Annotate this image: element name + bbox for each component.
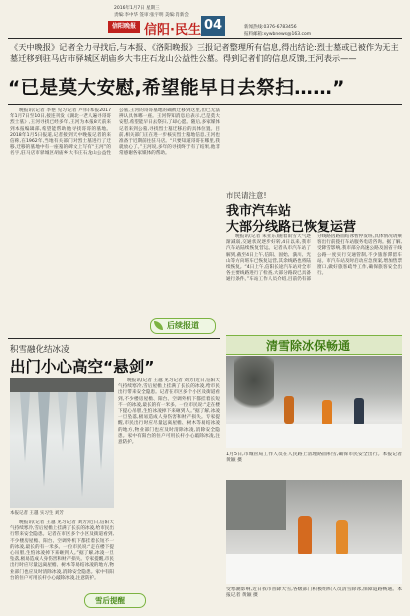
worker-figure	[336, 520, 348, 556]
eave-shape	[10, 378, 114, 392]
icicle-3	[58, 392, 68, 452]
icicle-4	[76, 392, 88, 497]
followup-tag-label: 后续报道	[167, 321, 199, 330]
snow-photo-caption: 1月5日,市城管局工作人员在人民路上清理路面积雪,确保市民安全出行。本报记者 黄颖 摄	[226, 452, 402, 464]
bus-body-text: 晚报讯(记者 朱亚东)随着雨雪天气逐渐减弱,交通状况逐步好转,4日以来,我市汽车站陆续恢复营运。记者从市汽车站了解到,截至4日上午,信阳、固始、潢川、光山等方向班车已恢复运营,其余线路也将陆续恢复。“4日上午,信阳长途汽车站对全市各主要线路进行了检查,大部分路段已具备通行条件。”车站工作人员介绍,目前仍有部分线路因路面结冰暂停发班,具体情况请乘客出行前拨打车站服务电话咨询。据了解,受降雪影响,我市部分高速公路及国省干线公路一度实行交通管制,不少旅客滞留车站。市汽车站及时启动应急预案,增加售票窗口,做好旅客疏导工作,确保旅客安全出行。	[226, 234, 402, 283]
tree-shape	[234, 356, 274, 416]
snow-ground	[226, 554, 402, 584]
page-name: 信阳·民生	[144, 23, 201, 38]
bus-title-line1: 我市汽车站	[226, 204, 292, 219]
icicle-photo	[10, 378, 114, 508]
icicle-1	[20, 392, 30, 462]
lead-intro: 《天中晚报》记者全力寻找后,与本报、《洛阳晚报》三报记者整理所有信息,得出结论:烈士墓或已被作为无主墓迁移到驻马店市驿城区胡庙乡大韦庄石龙山公益性公墓。得到记者们的信息反馈,王河表示——	[10, 42, 399, 63]
ice-rule	[8, 338, 220, 339]
worker-figure	[354, 398, 364, 426]
page-number: 04	[201, 16, 225, 36]
worker-figure	[298, 516, 312, 556]
lead-body	[10, 108, 220, 330]
edition-line: 责编:李中华 签审:张宇明 美编:肖新会	[114, 13, 189, 18]
hotline-phone: 新闻热线:0376-6783456	[244, 25, 297, 30]
snow-photo-main	[226, 356, 402, 448]
snow-tip-tag	[84, 593, 146, 608]
ice-body-text: 晚报讯(记者 王越 见习记者 刘芳)近日,信阳天气持续寒冷,雪后屋檐上挂满了长长的冰凌,给市民出行带来安全隐患。记者在市区多个小区及街道看到,不少楼房屋檐、阳台、空调外机下都挂着长短不一的冰凌,最长的有一米多。一位市民说:“走在楼下提心吊胆,生怕冰凌掉下来砸到人。”据了解,冰凌一旦坠落,极易造成人身伤害和财产损失。专家提醒,市民出行时应尽量远离屋檐、树木等易结冰凌的地方,物业部门也应及时清除冰凌,消除安全隐患。家中有阳台的住户可用长杆小心敲除冰凌,注意防护。	[10, 520, 114, 581]
icicle-2	[38, 392, 50, 487]
header-rule	[8, 38, 402, 39]
ice-author: 本报记者 王越 实习生 刘芳	[10, 511, 64, 516]
bus-title-line2: 大部分线路已恢复运营	[226, 220, 357, 235]
lead-body-text: 晚报讯(记者 李艳 见习记者 卢伟)本报2017年1月7日至10日,接连刊发《湖北一老人遍寻哥哥烈士墓》,王河寻找已经多年,王河为本报8天前来到本报编辑部,希望能帮助他寻找哥哥的墓地。2018年1月5日报道,记者接到天中晚报记者的来信称,在1962年,当地有关部门对烈士墓进行了迁移,迁移的墓地中有一座墓的碑文上写有“王河”的名字,驻马店市驿城区胡庙乡大韦庄石龙山公益性公墓,王河的哥哥墓地的确被迁移到这里,但已无法辨认具体哪一座。王河得知消息后表示,已是莫大安慰,希望能早日去祭扫,了却心愿。随后,多家媒体记者来到公墓,寻找烈士墓迁移后的具体位置。目前,相关部门正在进一步核实烈士墓地信息,王河也准备于近期前往驻马店。“只要知道哥哥在哪里,我就放心了。”王河说,多年的寻找终于有了结果,他非常感谢各家媒体的帮助。	[10, 108, 220, 157]
bus-body	[226, 234, 402, 330]
snow-banner-title: 清雪除冰保畅通	[266, 339, 351, 353]
worker-figure	[284, 396, 294, 424]
newspaper-logo: 信阳晚报	[108, 21, 140, 33]
ice-body-cont	[118, 378, 220, 588]
hotline-email: 报料邮箱:xywbnews@163.com	[244, 32, 312, 37]
snow-bottom-caption: 受寒潮影响,近日我市普降大雪,各级部门积极组织人员清雪除冰,保障道路畅通。本报记者 黄颖 摄	[226, 587, 402, 599]
snow-photo-secondary	[226, 480, 402, 584]
worker-figure	[322, 400, 332, 426]
bus-kicker: 市民请注意!	[226, 191, 267, 200]
snow-banner	[226, 335, 402, 355]
ice-title: 出门小心高空“悬剑”	[10, 358, 155, 376]
ice-body	[10, 520, 114, 588]
followup-tag	[150, 318, 216, 334]
ice-body-text-cont: 晚报讯(记者 王越 见习记者 刘芳)近日,信阳天气持续寒冷,雪后屋檐上挂满了长长的冰凌,给市民出行带来安全隐患。记者在市区多个小区及街道看到,不少楼房屋檐、阳台、空调外机下都挂着长短不一的冰凌,最长的有一米多。一位市民说:“走在楼下提心吊胆,生怕冰凌掉下来砸到人。”据了解,冰凌一旦坠落,极易造成人身伤害和财产损失。专家提醒,市民出行时应尽量远离屋檐、树木等易结冰凌的地方,物业部门也应及时清除冰凌,消除安全隐患。家中有阳台的住户可用长杆小心敲除冰凌,注意防护。	[118, 378, 220, 446]
lead-headline: “已是莫大安慰,希望能早日去祭扫……”	[8, 78, 345, 99]
lead-rule	[8, 104, 402, 105]
icicle-5	[96, 392, 106, 470]
ice-kicker: 积雪融化结冰凌	[10, 345, 70, 355]
leaf-icon	[154, 321, 163, 330]
snow-tip-label: 雪后提醒	[95, 596, 125, 605]
building-shape	[226, 480, 286, 530]
snow-pile	[226, 424, 402, 448]
date-line: 2016年1月7日 星期三	[114, 6, 160, 11]
